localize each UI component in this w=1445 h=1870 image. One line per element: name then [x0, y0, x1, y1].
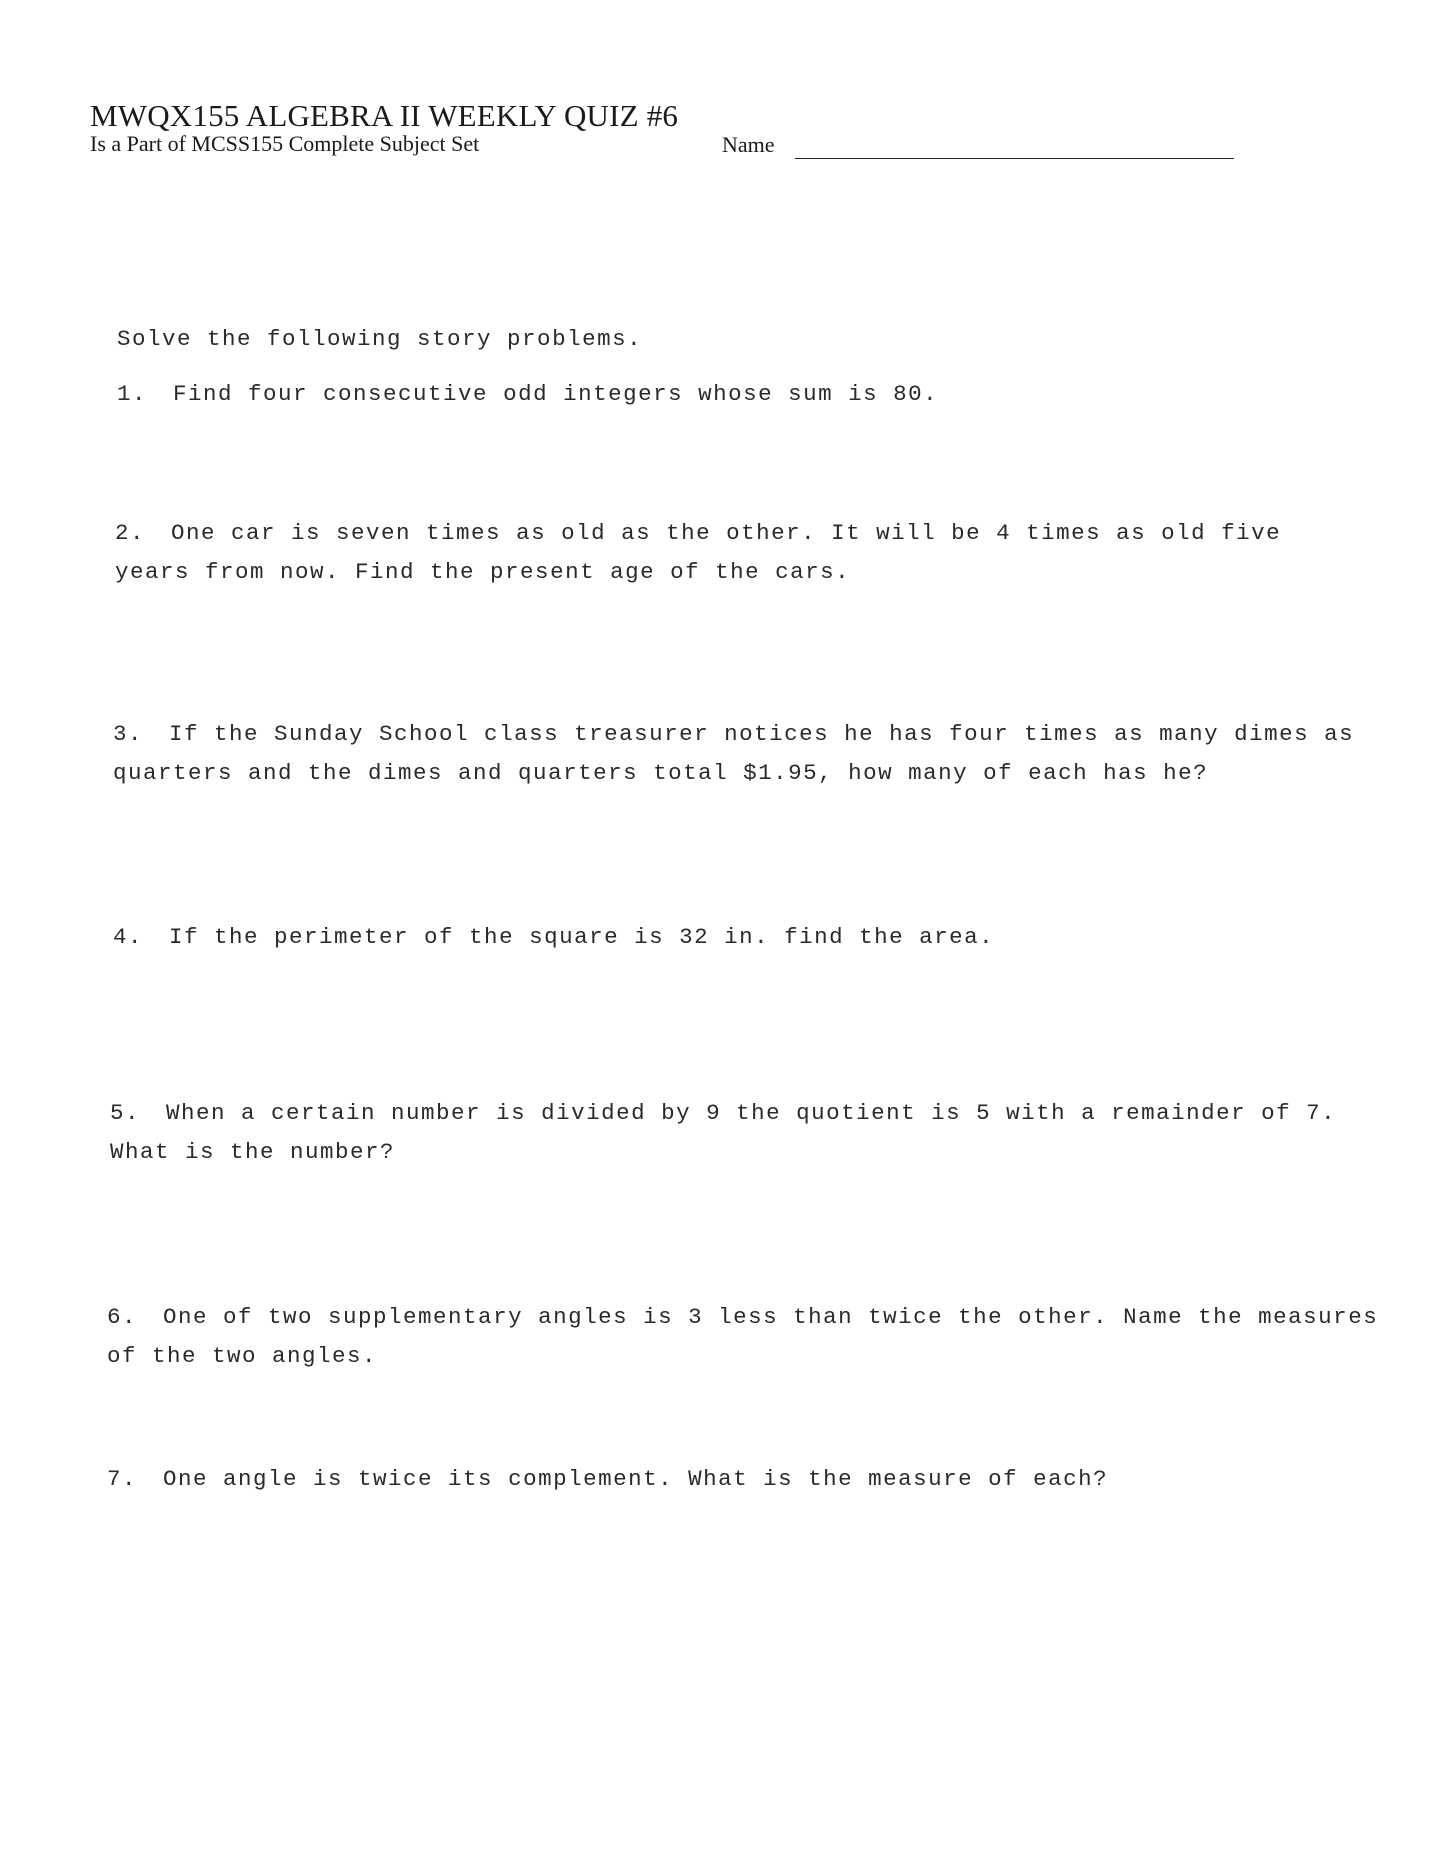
problem-number: 3. [113, 721, 144, 747]
problem-number: 1. [117, 381, 148, 407]
problem-text-line: years from now. Find the present age of the cars. [115, 559, 851, 585]
problem-text-line: What is the number? [110, 1139, 396, 1165]
problem-6 [107, 1298, 1378, 1376]
problem-3 [113, 715, 1354, 793]
problem-text-line: of the two angles. [107, 1343, 378, 1369]
problem-text-line: quarters and the dimes and quarters total $1.95, how many of each has he? [113, 760, 1209, 786]
problem-4 [113, 918, 994, 957]
instructions: Solve the following story problems. [117, 326, 643, 352]
problem-number: 4. [113, 924, 144, 950]
name-blank-line[interactable] [795, 158, 1234, 159]
problem-text-line: When a certain number is divided by 9 the quotient is 5 with a remainder of 7. [166, 1100, 1337, 1126]
problem-number: 5. [110, 1100, 141, 1126]
quiz-title: MWQX155 ALGEBRA II WEEKLY QUIZ #6 [90, 98, 679, 133]
problem-text-line: Find four consecutive odd integers whose sum is 80. [173, 381, 939, 407]
name-label: Name [722, 132, 775, 157]
quiz-subtitle: Is a Part of MCSS155 Complete Subject Set [90, 131, 480, 156]
problem-text-line: If the perimeter of the square is 32 in. find the area. [169, 924, 995, 950]
problem-text-line: One of two supplementary angles is 3 less than twice the other. Name the measures [163, 1304, 1379, 1330]
problem-text-line: If the Sunday School class treasurer notices he has four times as many dimes as [169, 721, 1355, 747]
problem-number: 2. [115, 520, 146, 546]
problem-7 [107, 1460, 1108, 1499]
problem-5 [110, 1094, 1336, 1172]
problem-text-line: One car is seven times as old as the other. It will be 4 times as old five [171, 520, 1282, 546]
problem-2 [115, 514, 1281, 592]
problem-number: 6. [107, 1304, 138, 1330]
problem-number: 7. [107, 1466, 138, 1492]
problem-text-line: One angle is twice its complement. What is the measure of each? [163, 1466, 1109, 1492]
problem-1 [117, 375, 938, 414]
